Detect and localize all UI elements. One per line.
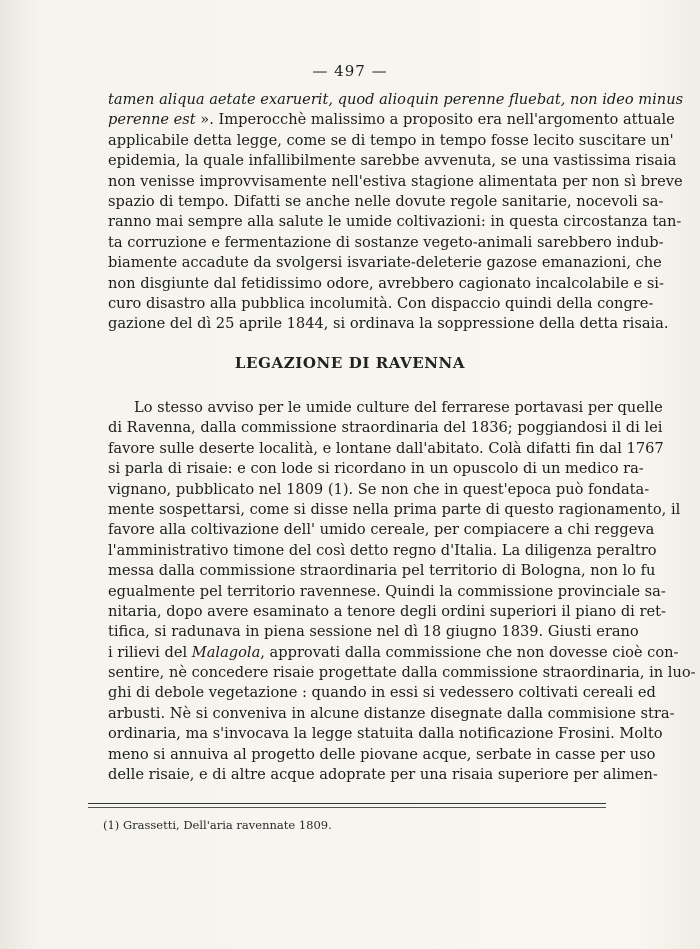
italic-name: Malagola <box>191 643 261 661</box>
text-line: si parla di risaie: e con lode si ricordano in un opuscolo di un medico ra- <box>108 460 644 478</box>
text-line: l'amministrativo timone del così detto regno d'Italia. La diligenza peraltro <box>108 541 657 559</box>
paragraph-continuation <box>108 90 684 335</box>
text-line: delle risaie, e di altre acque adoprate per una risaia superiore per alimen- <box>108 766 658 784</box>
text-line: non disgiunte dal fetidissimo odore, avrebbero cagionato incalcolabile e si- <box>108 274 664 292</box>
text-line: non venisse improvvisamente nell'estiva stagione alimentata per non sì breve <box>108 172 683 190</box>
footnote-divider-thin <box>88 807 606 808</box>
text-line: arbusti. Nè si conveniva in alcune distanze disegnate dalla commisione stra- <box>108 704 675 722</box>
text-line: ghi di debole vegetazione : quando in essi si vedessero coltivati cereali ed <box>108 684 656 702</box>
text-line: di Ravenna, dalla commissione straordinaria del 1836; poggiandosi il di lei <box>108 419 663 437</box>
text-line: Lo stesso avviso per le umide culture del ferrarese portavasi per quelle <box>134 399 663 416</box>
text-line: vignano, pubblicato nel 1809 (1). Se non che in quest'epoca può fondata- <box>108 480 650 498</box>
text-line: mente sospettarsi, come si disse nella prima parte di questo ragionamento, il <box>108 500 681 518</box>
text-fragment: , approvati dalla commissione che non dovesse cioè con- <box>260 643 679 661</box>
section-heading: LEGAZIONE DI RAVENNA <box>234 354 466 372</box>
text-line: biamente accadute da svolgersi isvariate-deleterie gazose emanazioni, che <box>108 254 662 272</box>
text-line <box>108 110 675 130</box>
paragraph-ravenna <box>108 398 696 785</box>
text-line: curo disastro alla pubblica incolumità. Con dispaccio quindi della congre- <box>108 294 654 312</box>
text-line: tamen aliqua aetate exaruerit, quod alioquin perenne fluebat, non ideo minus <box>108 91 684 108</box>
text-line: ordinaria, ma s'invocava la legge statuita dalla notificazione Frosini. Molto <box>108 725 663 743</box>
text-line: epidemia, la quale infallibilmente sarebbe avvenuta, se una vastissima risaia <box>108 152 677 170</box>
text-fragment: i rilievi del <box>108 643 192 661</box>
text-line: sentire, nè concedere risaie progettate dalla commissione straordinaria, in luo- <box>108 664 696 682</box>
text-line: spazio di tempo. Difatti se anche nelle dovute regole sanitarie, nocevoli sa- <box>108 192 664 210</box>
text-line: nitaria, dopo avere esaminato a tenore degli ordini superiori il piano di ret- <box>108 602 666 620</box>
text-line: ranno mai sempre alla salute le umide coltivazioni: in questa circostanza tan- <box>108 213 682 231</box>
text-line <box>108 643 679 663</box>
text-line: messa dalla commissione straordinaria pel territorio di Bologna, non lo fu <box>108 562 656 580</box>
text-line: ta corruzione e fermentazione di sostanze vegeto-animali sarebbero indub- <box>108 233 664 251</box>
text-line: gazione del dì 25 aprile 1844, si ordinava la soppressione della detta risaia. <box>108 315 669 333</box>
text-line: applicabile detta legge, come se di tempo in tempo fosse lecito suscitare un' <box>108 131 674 149</box>
page-number: — 497 — <box>312 62 388 80</box>
text-line: favore sulle deserte località, e lontane dall'abitato. Colà difatti fin dal 1767 <box>108 439 664 457</box>
italic-phrase: perenne est <box>108 111 196 129</box>
footnote: (1) Grassetti, Dell'aria ravennate 1809. <box>103 818 332 832</box>
text-fragment: ». Imperocchè malissimo a proposito era nell'argomento attuale <box>195 111 675 129</box>
text-line: favore alla coltivazione dell' umido cereale, per compiacere a chi reggeva <box>108 521 655 539</box>
text-line: meno si annuiva al progetto delle piovane acque, serbate in casse per uso <box>108 745 656 763</box>
footnote-divider <box>88 803 606 804</box>
text-line: tifica, si radunava in piena sessione nel dì 18 giugno 1839. Giusti erano <box>108 623 639 641</box>
text-line: egualmente pel territorio ravennese. Quindi la commissione provinciale sa- <box>108 582 666 600</box>
